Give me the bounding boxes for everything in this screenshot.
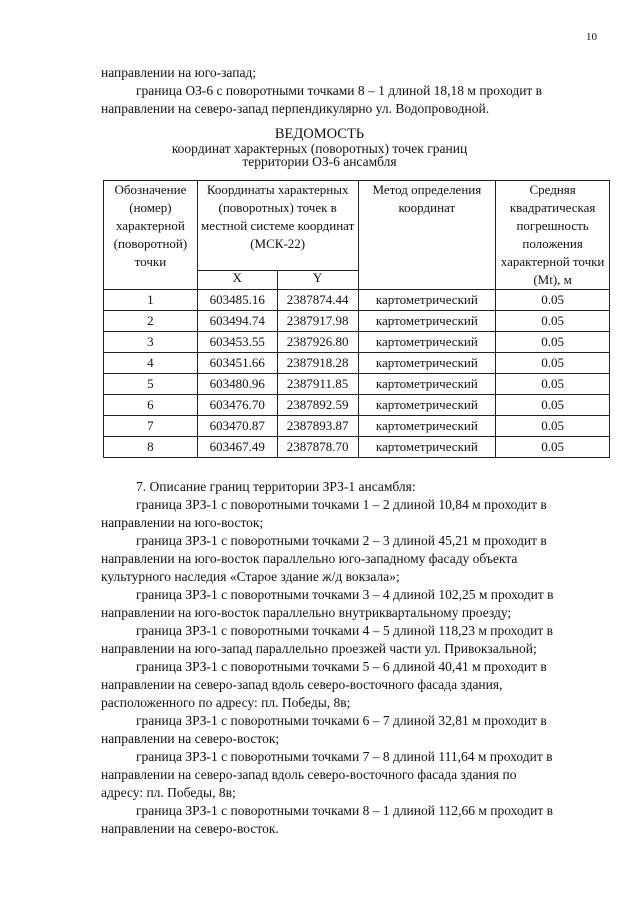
heading-line-2: территории ОЗ-6 ансамбля: [242, 154, 397, 169]
cell-method: картометрический: [358, 311, 496, 332]
table-row: [104, 290, 610, 311]
cell-x: 603485.16: [197, 290, 277, 311]
cell-point-number: 8: [104, 437, 198, 458]
cell-method: картометрический: [358, 332, 496, 353]
header-accuracy: Средняя квадратическая погрешность положения характерной точки (Mt), м: [496, 181, 610, 290]
section-7-heading: 7. Описание границ территории ЗРЗ-1 ансамбля:: [136, 479, 416, 494]
cell-y: 2387874.44: [277, 290, 358, 311]
body-line: граница ЗРЗ-1 с поворотными точками 6 – 7 длиной 32,81 м проходит в: [136, 713, 547, 728]
cell-x: 603494.74: [197, 311, 277, 332]
body-line: культурного наследия «Старое здание ж/д вокзала»;: [101, 569, 400, 584]
heading-line-1: координат характерных (поворотных) точек границ: [171, 141, 468, 156]
cell-point-number: 2: [104, 311, 198, 332]
intro-line-2: граница ОЗ-6 с поворотными точками 8 – 1 длиной 18,18 м проходит в: [136, 83, 543, 98]
cell-mt: 0.05: [496, 290, 610, 311]
cell-x: 603470.87: [197, 416, 277, 437]
cell-point-number: 6: [104, 395, 198, 416]
body-line: граница ЗРЗ-1 с поворотными точками 2 – 3 длиной 45,21 м проходит в: [136, 533, 547, 548]
cell-method: картометрический: [358, 416, 496, 437]
cell-mt: 0.05: [496, 416, 610, 437]
table-row: [104, 311, 610, 332]
header-x: X: [197, 271, 277, 290]
cell-y: 2387917.98: [277, 311, 358, 332]
cell-mt: 0.05: [496, 311, 610, 332]
body-line: граница ЗРЗ-1 с поворотными точками 8 – 1 длиной 112,66 м проходит в: [136, 803, 553, 818]
cell-mt: 0.05: [496, 374, 610, 395]
header-method: Метод определения координат: [358, 181, 496, 290]
body-line: направлении на юго-восток параллельно внутриквартальному проезду;: [101, 605, 512, 620]
cell-mt: 0.05: [496, 395, 610, 416]
body-line: адресу: пл. Победы, 8в;: [101, 785, 236, 800]
cell-point-number: 4: [104, 353, 198, 374]
body-line: граница ЗРЗ-1 с поворотными точками 3 – 4 длиной 102,25 м проходит в: [136, 587, 554, 602]
body-line: граница ЗРЗ-1 с поворотными точками 7 – 8 длиной 111,64 м проходит в: [136, 749, 553, 764]
cell-x: 603453.55: [197, 332, 277, 353]
body-line: расположенного по адресу: пл. Победы, 8в;: [101, 695, 351, 710]
body-line: направлении на юго-восток;: [101, 515, 264, 530]
intro-line-3: направлении на северо-запад перпендикулярно ул. Водопроводной.: [101, 101, 490, 116]
cell-point-number: 5: [104, 374, 198, 395]
cell-x: 603480.96: [197, 374, 277, 395]
cell-mt: 0.05: [496, 353, 610, 374]
cell-y: 2387878.70: [277, 437, 358, 458]
cell-method: картометрический: [358, 395, 496, 416]
body-line: граница ЗРЗ-1 с поворотными точками 5 – 6 длиной 40,41 м проходит в: [136, 659, 547, 674]
cell-y: 2387911.85: [277, 374, 358, 395]
cell-point-number: 1: [104, 290, 198, 311]
cell-method: картометрический: [358, 290, 496, 311]
header-designation: Обозначение (номер) характерной (поворотной) точки: [104, 181, 198, 290]
body-line: направлении на северо-восток.: [101, 821, 279, 836]
intro-line-1: направлении на юго-запад;: [101, 65, 257, 80]
cell-mt: 0.05: [496, 437, 610, 458]
cell-x: 603451.66: [197, 353, 277, 374]
body-line: граница ЗРЗ-1 с поворотными точками 4 – 5 длиной 118,23 м проходит в: [136, 623, 553, 638]
cell-x: 603476.70: [197, 395, 277, 416]
heading-title: ВЕДОМОСТЬ: [274, 126, 365, 142]
header-coordinates: Координаты характерных (поворотных) точек в местной системе координат (МСК-22): [197, 181, 358, 271]
cell-method: картометрический: [358, 437, 496, 458]
body-line: направлении на северо-восток;: [101, 731, 280, 746]
cell-point-number: 7: [104, 416, 198, 437]
body-line: направлении на юго-запад параллельно проезжей части ул. Привокзальной;: [101, 641, 537, 656]
cell-method: картометрический: [358, 353, 496, 374]
body-line: направлении на юго-восток параллельно юго-западному фасаду объекта: [101, 551, 518, 566]
table-row: [104, 353, 610, 374]
header-y: Y: [277, 271, 358, 290]
cell-x: 603467.49: [197, 437, 277, 458]
table-row: [104, 416, 610, 437]
cell-y: 2387893.87: [277, 416, 358, 437]
coordinates-table: [103, 180, 610, 458]
cell-point-number: 3: [104, 332, 198, 353]
table-row: [104, 332, 610, 353]
body-line: граница ЗРЗ-1 с поворотными точками 1 – 2 длиной 10,84 м проходит в: [136, 497, 547, 512]
body-line: направлении на северо-запад вдоль северо-восточного фасада здания,: [101, 677, 503, 692]
cell-y: 2387926.80: [277, 332, 358, 353]
cell-y: 2387892.59: [277, 395, 358, 416]
table-row: [104, 437, 610, 458]
page-number: 10: [586, 31, 597, 43]
table-row: [104, 374, 610, 395]
cell-mt: 0.05: [496, 332, 610, 353]
cell-method: картометрический: [358, 374, 496, 395]
table-row: [104, 395, 610, 416]
body-line: направлении на северо-запад вдоль северо-восточного фасада здания по: [101, 767, 517, 782]
cell-y: 2387918.28: [277, 353, 358, 374]
